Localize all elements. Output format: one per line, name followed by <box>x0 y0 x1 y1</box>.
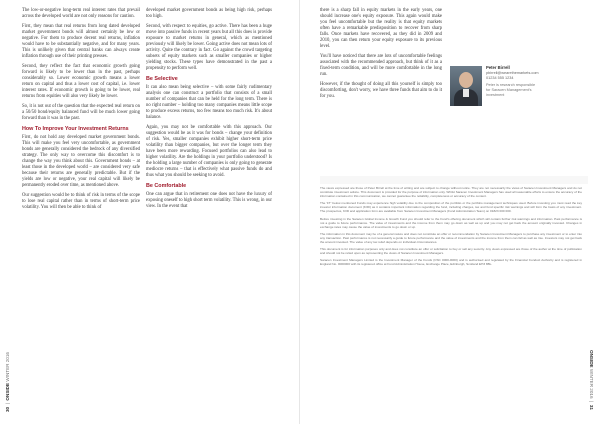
paragraph: First, do not hold any developed market government bonds. This will make you feel very uncomfortable, as government bonds are generally considered the bedrock of any diversified strategy. The only way to overcome this discomfort is to change the way you think about this. Government bonds – at least those in the developed world – are considered very safe because their returns are generally predictable. But if the yields are low or negative, your real capital will likely be permanently eroded over time, as mentioned above. <box>22 135 140 188</box>
right-folio: ONSIDE WINTER 2016 | 31 <box>589 350 594 410</box>
author-name: Peter Birrell <box>486 65 510 70</box>
author-role: Peter is research responsible for Saracen Management's investment <box>486 83 536 97</box>
disclaimer-paragraph: The views expressed are those of Peter Birrell at the time of writing and are subject to change without notice. They are not necessarily the views of Saracen Investment Managers and do not constitute investment advice. This document is provided for the purpose of information only. Whilst Saracen Investment Managers has used all reasonable efforts to ensure the accuracy of the information contained in this communication, we cannot guarantee the reliability, completeness or accuracy of the content. <box>320 186 582 199</box>
section-heading: Be Selective <box>146 76 178 82</box>
author-profile <box>486 66 540 98</box>
disclaimer-paragraph: Before investing in the Saracen Global Income & Growth Fund you should refer to the Fund's offering document which will contain further risk warnings and information. Past performance is not a guide to future performance. The value of investments and the income from them may go down as well as up and you may not get back the amount originally invested. Changes in exchange rates may cause the value of investments to go down or up. <box>320 216 582 229</box>
left-page-number: 30 <box>5 406 10 412</box>
author-email: pbirrell@wearethemarkets.com <box>486 70 539 75</box>
disclaimer-notes <box>320 186 582 270</box>
disclaimer-paragraph: The information in this document may be of a general nature and does not constitute an offer or recommendation by Saracen Investment Managers to purchase any investment or to enter into any transaction. Past performance is not necessarily a guide to future performance and the value of investments and the income from them can fall as well as rise. Investors may not get back the amount invested. The value of any tax relief depends on individual circumstances. <box>320 231 582 245</box>
author-phone: 01234 555 1234 <box>486 75 514 80</box>
paragraph: Second, they reflect the fact that economic growth going forward is likely to be lower than in the past, perhaps considerably so. Lower economic growth means a lower return on capital and thus a lower cost of capital, i.e. lower interest rates. If economic growth is going to be lower, real returns from equities will also very likely be lower. <box>22 64 140 99</box>
portrait-head <box>459 72 473 88</box>
paragraph: You'll have noticed that there are lots of uncomfortable feelings associated with the recommended approach, but think of it as a fixed-term condition, and will be more comfortable in the long run. <box>320 54 442 77</box>
notes-separator <box>320 176 588 184</box>
paragraph: So, it is not out of the question that the expected real return on a 50/50 bond/equity balanced fund will be much lower going forward than it was in the past. <box>22 104 140 121</box>
disclaimer-paragraph: Saracen Investment Managers Limited is the Investment Manager of the Funds (CSC 0000-0000) and is authorised and regulated by the Financial Conduct Authority and is registered in England No. 0000000 with its registered office at Fund Administration House, Exchange Place, Edinburgh, Scotland EH3 8BL. <box>320 258 582 267</box>
author-portrait-photo <box>450 66 482 106</box>
right-issue-label: WINTER 2016 <box>589 368 594 399</box>
article-column-3 <box>320 8 442 104</box>
paragraph: developed market government bonds as being high risk, perhaps too high. <box>146 8 272 19</box>
left-folio: 30 | ONSIDE WINTER 2016 <box>5 352 10 412</box>
disclaimer-paragraph: This document is for information purposes only and does not constitute an offer or solicitation to buy or sell any security. Any views expressed are those of the author at the time of publication and should not be relied upon as representing the views of Saracen Investment Managers. <box>320 247 582 256</box>
left-publication-name: ONSIDE <box>5 382 10 401</box>
paragraph: It can also mean being selective – with some fairly rudimentary analysis one can construct a portfolio that consists of a small number of companies that can be held for the long term. There is no right number – holding too many companies means little scope to produce excess returns, too few means too much risk. It's about balance. <box>146 85 272 120</box>
paragraph: Second, with respect to equities, go active. There has been a huge move into passive funds in recent years but all this does is provide exposure to market returns in general, which as mentioned previously will likely be lower. Going active does not mean lots of activity. Quite the contrary in fact. Go against the crowd targeting subsets of equity markets such as smaller companies or higher yielding stocks. These types have demonstrated in the past a propensity to perform well. <box>146 24 272 71</box>
paragraph: Again, you may not be comfortable with this approach. Our suggestion would be as it was for bonds – change your definition of risk. Yes, smaller companies exhibit higher short-term price volatility than bigger companies, but over the longer term they have been more rewarding. Focused portfolios can also lead to higher volatility. Are the holdings in your portfolio understood? Is the holding a large number of companies is only going to generate mediocre returns – that is effectively what passive funds do and thus what you should be seeking to avoid. <box>146 125 272 178</box>
paragraph: First, they mean that real returns from long dated developed market government bonds will almost certainly be low or negative. For them to produce decent real returns, inflation would have to be substantially negative, and for many years. This is unlikely given that central banks can always create inflation through use of their printing presses. <box>22 24 140 59</box>
paragraph: Our suggestion would be to think of risk in terms of the scope to lose real capital rather than in terms of short-term price volatility. You will then be able to think of <box>22 193 140 210</box>
paragraph: However, if the thought of doing all this yourself is simply too discomforting, don't worry, we have three funds that aim to do it for you. <box>320 82 442 99</box>
section-heading: Be Comfortable <box>146 183 187 189</box>
portrait-collar <box>463 89 469 97</box>
section-heading: How To Improve Your Investment Returns <box>22 126 129 132</box>
paragraph: One can argue that in retirement one does not have the luxury of exposing oneself to high short term volatility. This is wrong, in our view. In the event that <box>146 192 272 209</box>
disclaimer-paragraph: The 'FT' below mentioned Funds may experience high volatility due to the composition of the portfolio or the portfolio management techniques used. Before investing you must read the key investor information document (KIID) as it contains important information regarding the fund, including charges, tax and fund specific risk warnings and will form the basis of any investment. The prospectus, KIID and application form are available from Saracen Investment Managers (Fund Administration Team) on 01823 000 000. <box>320 201 582 214</box>
right-page-number: 31 <box>589 404 594 410</box>
left-issue-label: WINTER 2016 <box>5 352 10 382</box>
paragraph: The low-or-negative long-term real interest rates that prevail across the developed world are not only reasons for caution. <box>22 8 140 19</box>
article-column-1 <box>22 8 140 215</box>
right-publication-name: ONSIDE <box>589 350 594 368</box>
article-column-2 <box>146 8 272 214</box>
paragraph: there is a sharp fall in equity markets in the early years, one should increase one's equity exposure. This again would make you feel uncomfortable but the reality is that equity markets often have a remarkable predisposition to recover from sharp falls. Once markets have recovered, as they did in 2009 and 2010, you can then return your equity exposure to its previous level. <box>320 8 442 49</box>
